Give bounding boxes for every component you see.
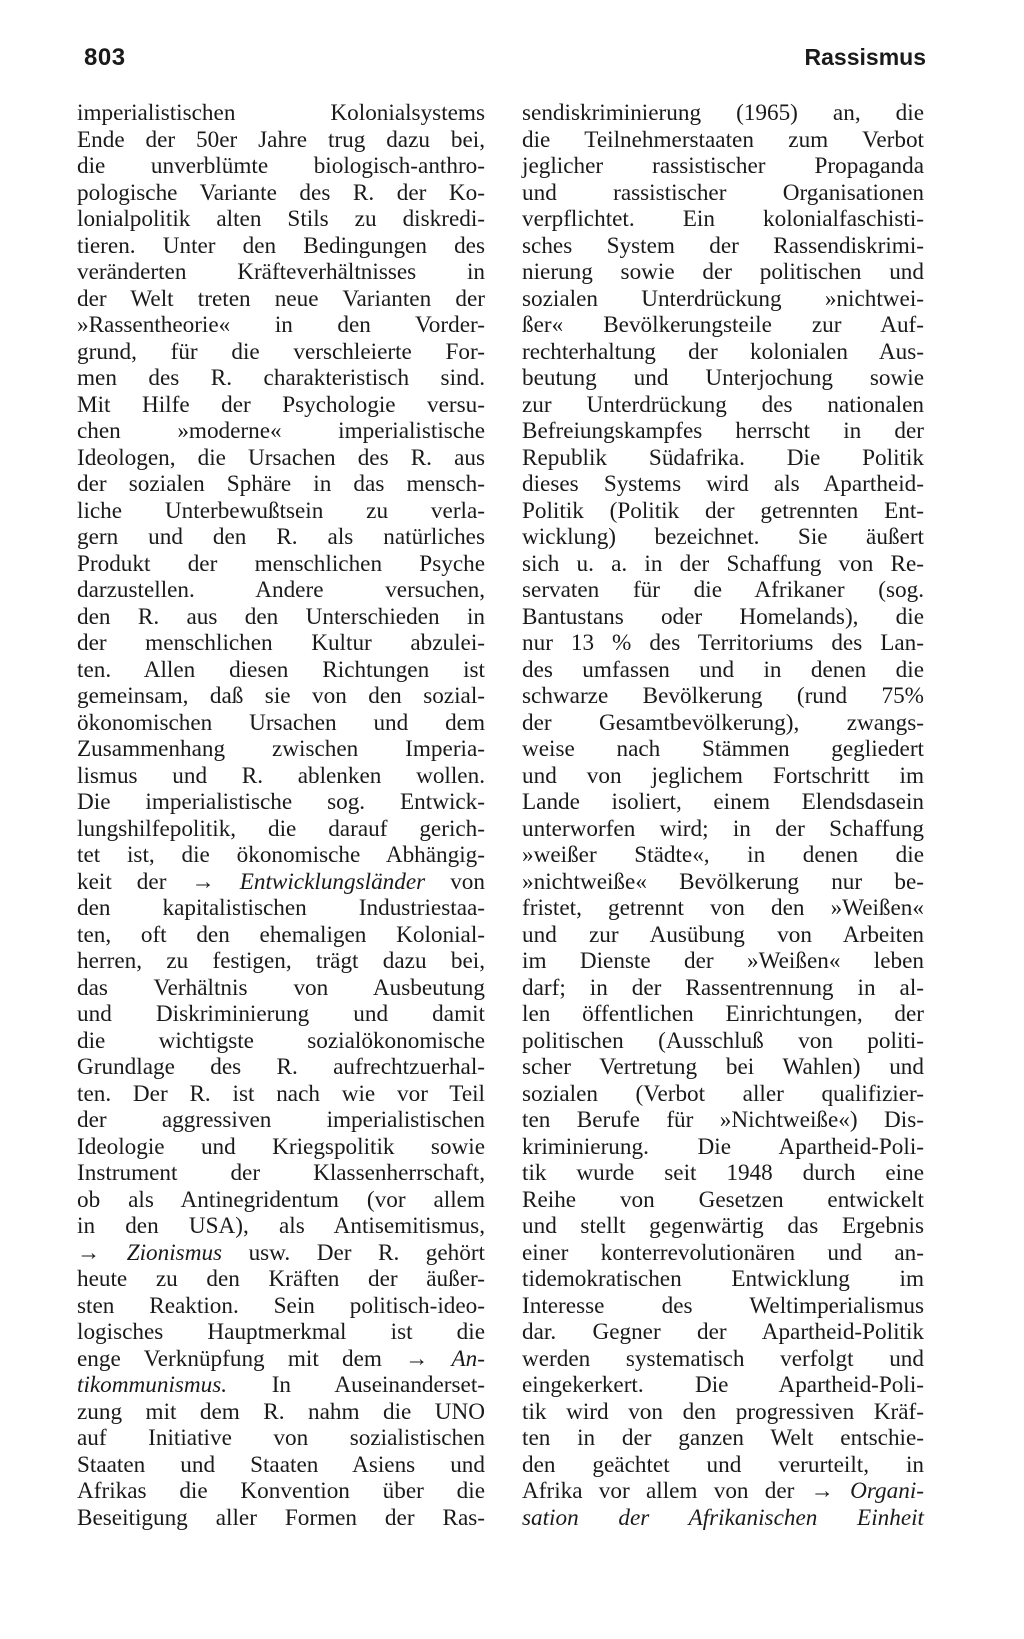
text-line: zung mit dem R. nahm die UNO xyxy=(77,1398,485,1425)
text-line: die Teilnehmerstaaten zum Verbot xyxy=(522,126,924,153)
running-head: Rassismus xyxy=(804,44,926,70)
text-line: tik wird von den progressiven Kräf- xyxy=(522,1398,924,1425)
text-line: »weißer Städte«, in denen die xyxy=(522,842,924,868)
page-number: 803 xyxy=(84,44,126,71)
text-line: Befreiungskampfes herrscht in der xyxy=(522,418,924,444)
text-line: in den USA), als Antisemitismus, xyxy=(77,1213,485,1239)
text-line: ökonomischen Ursachen und dem xyxy=(77,709,485,736)
text-line: beutung und Unterjochung sowie xyxy=(522,365,924,391)
text-line xyxy=(522,1505,924,1532)
text-line: gemeinsam, daß sie von den sozial- xyxy=(77,683,485,709)
text-line: → Zionismus usw. Der R. gehört xyxy=(77,1239,485,1266)
text-line: ten Berufe für »Nichtweiße«) Dis- xyxy=(522,1107,924,1133)
text-line: sten Reaktion. Sein politisch-ideo- xyxy=(77,1292,485,1319)
text-line: sendiskriminierung (1965) an, die xyxy=(522,100,924,126)
text-line: lonialpolitik alten Stils zu diskredi- xyxy=(77,206,485,232)
text-line: ten, oft den ehemaligen Kolonial- xyxy=(77,921,485,948)
text-line: Afrika vor allem von der → Organi- xyxy=(522,1478,924,1504)
text-line: der Gesamtbevölkerung), zwangs- xyxy=(522,709,924,736)
text-line: keit der → Entwicklungsländer von xyxy=(77,868,485,895)
text-line: und von jeglichem Fortschritt im xyxy=(522,762,924,789)
text-line: schwarze Bevölkerung (rund 75% xyxy=(522,683,924,709)
text-line: einer konterrevolutionären und an- xyxy=(522,1239,924,1266)
text-line: der menschlichen Kultur abzulei- xyxy=(77,630,485,656)
text-line: chen »moderne« imperialistische xyxy=(77,418,485,444)
cross-reference-link[interactable]: tikommunismus. xyxy=(77,1372,228,1398)
text-line: das Verhältnis von Ausbeutung xyxy=(77,974,485,1001)
text-line: Mit Hilfe der Psychologie versu- xyxy=(77,391,485,418)
text-line: nierung sowie der politischen und xyxy=(522,259,924,285)
text-line: Ideologen, die Ursachen des R. aus xyxy=(77,444,485,471)
text-line: ob als Antinegridentum (vor allem xyxy=(77,1186,485,1213)
text-line: Staaten und Staaten Asiens und xyxy=(77,1451,485,1478)
text-line: jeglicher rassistischer Propaganda xyxy=(522,153,924,179)
text-line: die unverblümte biologisch-anthro- xyxy=(77,153,485,179)
text-line: darf; in der Rassentrennung in al- xyxy=(522,974,924,1001)
text-line: Produkt der menschlichen Psyche xyxy=(77,550,485,577)
text-line: Ende der 50er Jahre trug dazu bei, xyxy=(77,126,485,153)
text-line: Afrikas die Konvention über die xyxy=(77,1478,485,1504)
text-line: Interesse des Weltimperialismus xyxy=(522,1292,924,1319)
cross-reference-link[interactable]: Organi- xyxy=(850,1478,924,1504)
text-line: ten. Der R. ist nach wie vor Teil xyxy=(77,1080,485,1107)
text-line: und stellt gegenwärtig das Ergebnis xyxy=(522,1213,924,1239)
text-line: tik wurde seit 1948 durch eine xyxy=(522,1160,924,1186)
text-line: fristet, getrennt von den »Weißen« xyxy=(522,895,924,921)
text-line: der sozialen Sphäre in das mensch- xyxy=(77,471,485,497)
right-column xyxy=(522,100,924,1531)
text-line: servaten für die Afrikaner (sog. xyxy=(522,577,924,603)
text-line: Ideologie und Kriegspolitik sowie xyxy=(77,1133,485,1160)
text-line: werden systematisch verfolgt und xyxy=(522,1345,924,1372)
text-line: ten in der ganzen Welt entschie- xyxy=(522,1425,924,1451)
text-line: und rassistischer Organisationen xyxy=(522,179,924,206)
text-line: enge Verknüpfung mit dem → An- xyxy=(77,1345,485,1372)
text-line: herren, zu festigen, trägt dazu bei, xyxy=(77,948,485,974)
text-line: gern und den R. als natürliches xyxy=(77,524,485,550)
text-line: imperialistischen Kolonialsystems xyxy=(77,100,485,126)
text-line: der Welt treten neue Varianten der xyxy=(77,285,485,312)
text-line: darzustellen. Andere versuchen, xyxy=(77,577,485,603)
text-line: len öffentlichen Einrichtungen, der xyxy=(522,1001,924,1027)
text-line: sches System der Rassendiskrimi- xyxy=(522,232,924,259)
text-line: die wichtigste sozialökonomische xyxy=(77,1027,485,1054)
text-line: liche Unterbewußtsein zu verla- xyxy=(77,497,485,524)
text-line: kriminierung. Die Apartheid-Poli- xyxy=(522,1133,924,1160)
left-column xyxy=(77,100,485,1531)
text-line: pologische Variante des R. der Ko- xyxy=(77,179,485,206)
text-line: verpflichtet. Ein kolonialfaschisti- xyxy=(522,206,924,232)
text-line: der aggressiven imperialistischen xyxy=(77,1107,485,1133)
cross-reference-link[interactable]: An- xyxy=(451,1345,485,1372)
text-line: den geächtet und verurteilt, in xyxy=(522,1451,924,1478)
text-line: scher Vertretung bei Wahlen) und xyxy=(522,1054,924,1080)
text-line: zur Unterdrückung des nationalen xyxy=(522,391,924,418)
text-line: tidemokratischen Entwicklung im xyxy=(522,1266,924,1292)
text-line: »nichtweiße« Bevölkerung nur be- xyxy=(522,868,924,895)
text-line: Instrument der Klassenherrschaft, xyxy=(77,1160,485,1186)
text-line: tieren. Unter den Bedingungen des xyxy=(77,232,485,259)
text-line: sozialen Unterdrückung »nichtwei- xyxy=(522,285,924,312)
text-line: tikommunismus. In Auseinanderset- xyxy=(77,1372,485,1398)
text-line: logisches Hauptmerkmal ist die xyxy=(77,1319,485,1345)
text-line: »Rassentheorie« in den Vorder- xyxy=(77,312,485,338)
text-line: und Diskriminierung und damit xyxy=(77,1001,485,1027)
text-line: sich u. a. in der Schaffung von Re- xyxy=(522,550,924,577)
text-line: Zusammenhang zwischen Imperia- xyxy=(77,736,485,762)
text-line: Grundlage des R. aufrechtzuerhal- xyxy=(77,1054,485,1080)
text-line: grund, für die verschleierte For- xyxy=(77,338,485,365)
text-line: eingekerkert. Die Apartheid-Poli- xyxy=(522,1372,924,1398)
text-line: Beseitigung aller Formen der Ras- xyxy=(77,1504,485,1531)
text-line: Lande isoliert, einem Elendsdasein xyxy=(522,789,924,815)
text-line: sozialen (Verbot aller qualifizier- xyxy=(522,1080,924,1107)
text-line: veränderten Kräfteverhältnisses in xyxy=(77,259,485,285)
text-line: dar. Gegner der Apartheid-Politik xyxy=(522,1319,924,1345)
text-line: ßer« Bevölkerungsteile zur Auf- xyxy=(522,312,924,338)
text-line: des umfassen und in denen die xyxy=(522,656,924,683)
text-line: unterworfen wird; in der Schaffung xyxy=(522,815,924,842)
text-line: den R. aus den Unterschieden in xyxy=(77,603,485,630)
text-line: weise nach Stämmen gegliedert xyxy=(522,736,924,762)
text-line: wicklung) bezeichnet. Sie äußert xyxy=(522,524,924,550)
text-line: lismus und R. ablenken wollen. xyxy=(77,762,485,789)
text-line: Die imperialistische sog. Entwick- xyxy=(77,789,485,815)
text-line: Reihe von Gesetzen entwickelt xyxy=(522,1186,924,1213)
cross-reference-link[interactable]: Zionismus xyxy=(126,1239,223,1266)
text-line: tet ist, die ökonomische Abhängig- xyxy=(77,842,485,868)
text-line: politischen (Ausschluß von politi- xyxy=(522,1027,924,1054)
text-line: ten. Allen diesen Richtungen ist xyxy=(77,656,485,683)
cross-reference-link[interactable]: Entwicklungsländer xyxy=(239,868,426,895)
cross-reference-link[interactable]: sation der Afrikanischen Einheit xyxy=(522,1504,924,1531)
text-line: nur 13 % des Territoriums des Lan- xyxy=(522,630,924,656)
text-line: dieses Systems wird als Apartheid- xyxy=(522,471,924,497)
text-line: rechterhaltung der kolonialen Aus- xyxy=(522,338,924,365)
text-line: im Dienste der »Weißen« leben xyxy=(522,948,924,974)
text-line: Bantustans oder Homelands), die xyxy=(522,603,924,630)
text-line: Politik (Politik der getrennten Ent- xyxy=(522,497,924,524)
text-line: lungshilfepolitik, die darauf gerich- xyxy=(77,815,485,842)
text-line: auf Initiative von sozialistischen xyxy=(77,1425,485,1451)
text-line: den kapitalistischen Industriestaa- xyxy=(77,895,485,921)
text-line: Republik Südafrika. Die Politik xyxy=(522,444,924,471)
text-line: heute zu den Kräften der äußer- xyxy=(77,1266,485,1292)
text-line: und zur Ausübung von Arbeiten xyxy=(522,921,924,948)
text-line: men des R. charakteristisch sind. xyxy=(77,365,485,391)
